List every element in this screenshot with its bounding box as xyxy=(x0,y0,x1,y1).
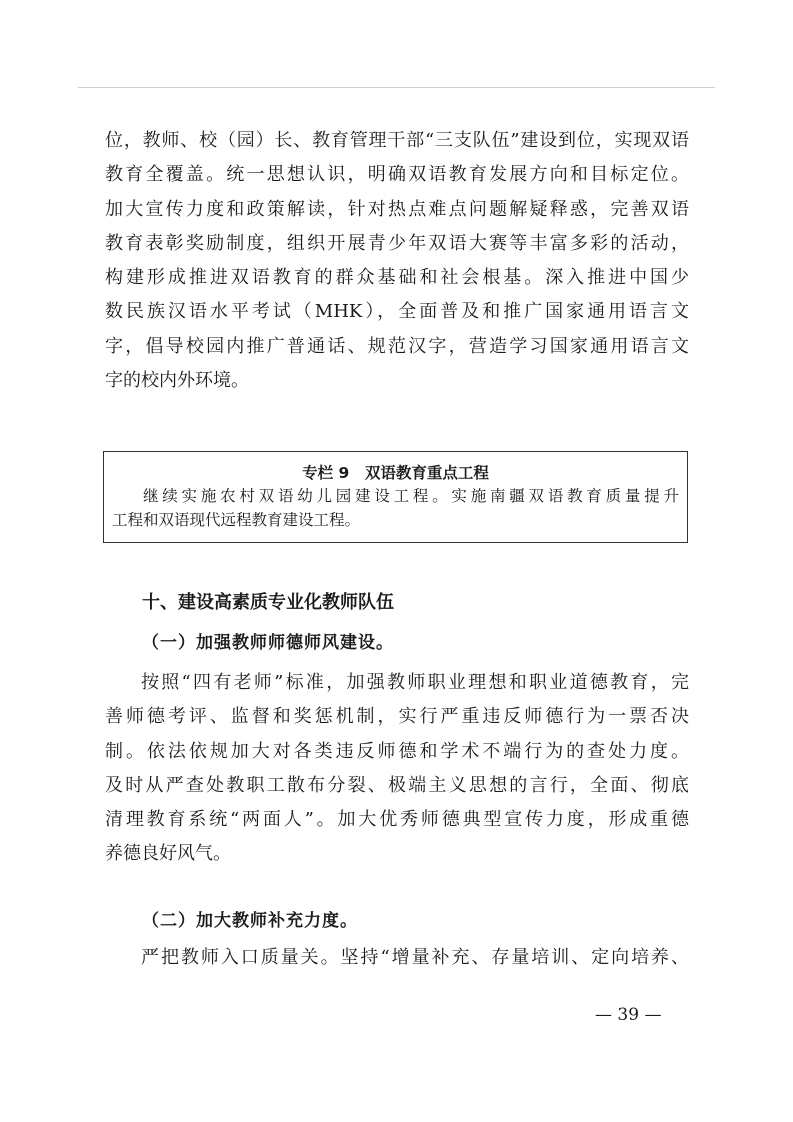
body-paragraph-3 xyxy=(105,941,689,975)
text-line: 加大宣传力度和政策解读，针对热点难点问题解疑释惑，完善双语 xyxy=(105,198,689,220)
page-number: — 39 — xyxy=(595,1005,662,1025)
column-box-title: 专栏 9 双语教育重点工程 xyxy=(302,464,489,482)
text-line: 位，教师、校（园）长、教育管理干部“三支队伍”建设到位，实现双语 xyxy=(105,130,689,151)
text-line: 构建形成推进双语教育的群众基础和社会根基。深入推进中国少 xyxy=(105,267,689,289)
section-heading: 十、建设高素质专业化教师队伍 xyxy=(142,592,394,613)
body-paragraph-2 xyxy=(105,666,689,872)
text-line: 教育表彰奖励制度，组织开展青少年双语大赛等丰富多彩的活动， xyxy=(105,232,689,254)
text-line: 数民族汉语水平考试（MHK），全面普及和推广国家通用语言文 xyxy=(105,301,689,323)
text-line: 按照“四有老师”标准，加强教师职业理想和职业道德教育，完 xyxy=(141,672,689,693)
text-line: 及时从严查处教职工散布分裂、极端主义思想的言行，全面、彻底 xyxy=(105,774,689,796)
text-line: 养德良好风气。 xyxy=(105,843,231,865)
text-line: 字的校内外环境。 xyxy=(105,370,249,392)
subheading-2: （二）加大教师补充力度。 xyxy=(142,911,358,931)
text-line: 教育全覆盖。统一思想认识，明确双语教育发展方向和目标定位。 xyxy=(105,164,689,186)
text-line: 字，倡导校园内推广普通话、规范汉字，营造学习国家通用语言文 xyxy=(105,335,689,357)
header-rule xyxy=(78,87,715,88)
text-line: 制。依法依规加大对各类违反师德和学术不端行为的查处力度。 xyxy=(105,740,689,762)
text-line: 清理教育系统“两面人”。加大优秀师德典型宣传力度，形成重德 xyxy=(105,809,689,831)
subheading-1: （一）加强教师师德师风建设。 xyxy=(142,633,394,653)
body-paragraph-1 xyxy=(105,124,689,398)
column-box-line: 继续实施农村双语幼儿园建设工程。实施南疆双语教育质量提升 xyxy=(143,487,679,505)
text-line: 善师德考评、监督和奖惩机制，实行严重违反师德行为一票否决 xyxy=(105,706,689,728)
text-line: 严把教师入口质量关。坚持“增量补充、存量培训、定向培养、 xyxy=(141,947,689,968)
column-box-line: 工程和双语现代远程教育建设工程。 xyxy=(112,511,361,529)
column-box xyxy=(103,451,688,543)
